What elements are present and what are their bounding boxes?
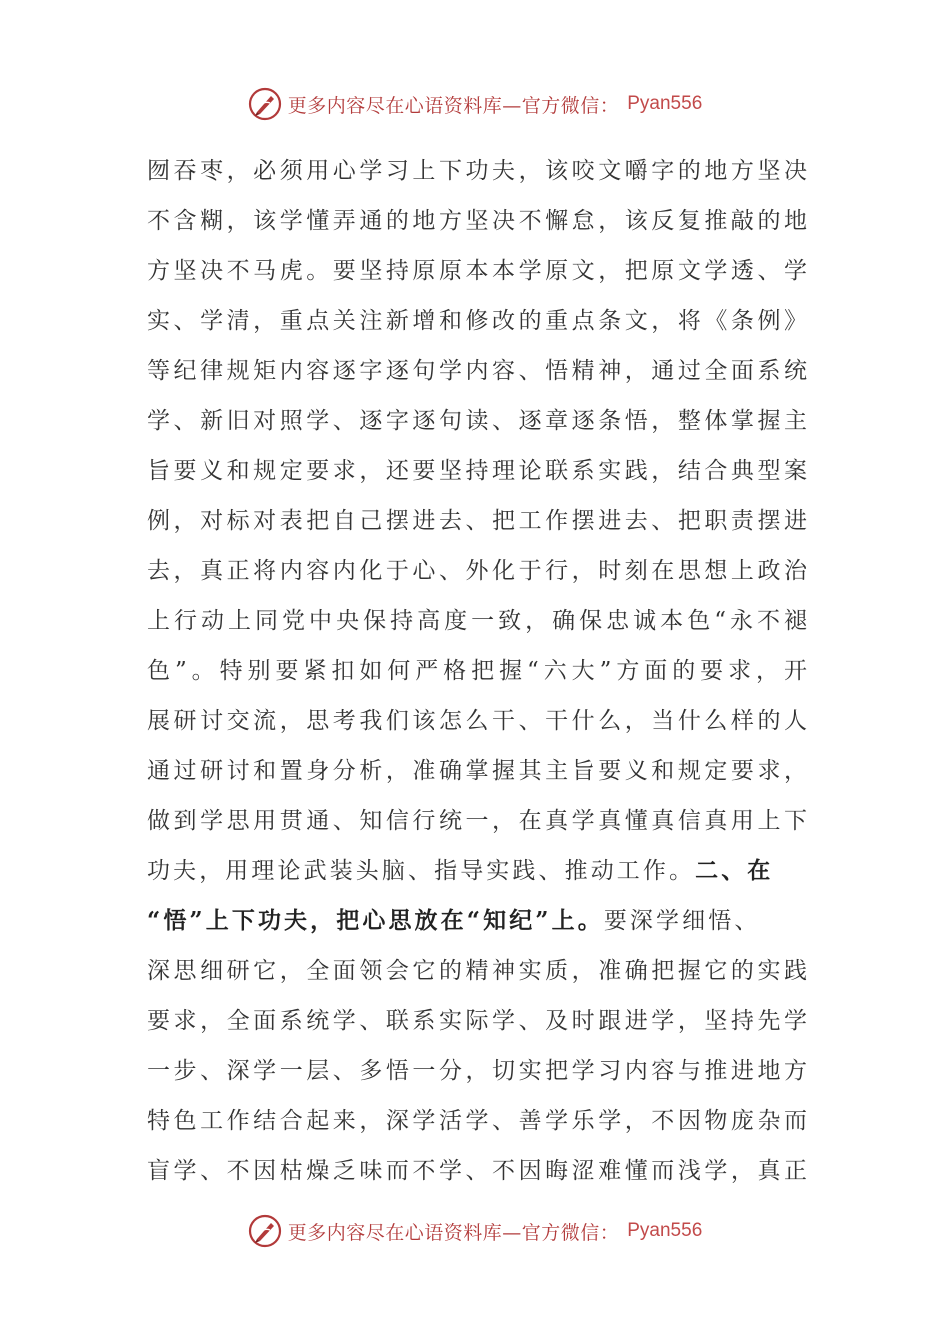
quill-logo-icon xyxy=(248,87,282,121)
text-line-mixed xyxy=(147,846,807,896)
wechat-id: Pyan556 xyxy=(627,93,703,114)
wechat-id: Pyan556 xyxy=(627,1220,703,1241)
text-line: 不含糊，该学懂弄通的地方坚决不懈怠，该反复推敲的地 xyxy=(147,208,807,234)
text-line: 方坚决不马虎。要坚持原原本本学原文，把原文学透、学 xyxy=(147,258,807,284)
text-line: 特色工作结合起来，深学活学、善学乐学，不因物庞杂而 xyxy=(147,1108,807,1134)
text-line: 例，对标对表把自己摆进去、把工作摆进去、把职责摆进 xyxy=(147,508,807,534)
text-line: 旨要义和规定要求，还要坚持理论联系实践，结合典型案 xyxy=(147,458,807,484)
text-line: 深思细研它，全面领会它的精神实质，准确把握它的实践 xyxy=(147,958,807,984)
banner-text: 更多内容尽在心语资料库—官方微信： xyxy=(287,1221,620,1244)
text-line: 色”。特别要紧扣如何严格把握“六大”方面的要求，开 xyxy=(147,658,807,684)
header-banner xyxy=(0,84,950,124)
quill-logo-icon xyxy=(248,1214,282,1248)
text-line: 做到学思用贯通、知信行统一，在真学真懂真信真用上下 xyxy=(147,808,807,834)
text-line: 展研讨交流，思考我们该怎么干、干什么，当什么样的人 xyxy=(147,708,807,734)
text-line: 上行动上同党中央保持高度一致，确保忠诚本色“永不褪 xyxy=(147,608,807,634)
text-line: 等纪律规矩内容逐字逐句学内容、悟精神，通过全面系统 xyxy=(147,358,807,384)
footer-banner xyxy=(0,1211,950,1251)
document-body xyxy=(147,146,807,1196)
text-line: 盲学、不因枯燥乏味而不学、不因晦涩难懂而浅学，真正 xyxy=(147,1158,807,1184)
text-segment: 要深学细悟、 xyxy=(603,908,761,934)
section-heading-end: “悟”上下功夫，把心思放在“知纪”上。 xyxy=(147,907,604,934)
text-line: 要求，全面系统学、联系实际学、及时跟进学，坚持先学 xyxy=(147,1008,807,1034)
text-line: 实、学清，重点关注新增和修改的重点条文，将《条例》 xyxy=(147,308,807,334)
text-line: 一步、深学一层、多悟一分，切实把学习内容与推进地方 xyxy=(147,1058,807,1084)
text-line: 学、新旧对照学、逐字逐句读、逐章逐条悟，整体掌握主 xyxy=(147,408,807,434)
text-line-mixed xyxy=(147,896,807,946)
banner-text: 更多内容尽在心语资料库—官方微信： xyxy=(287,94,620,117)
text-line: 囫吞枣，必须用心学习上下功夫，该咬文嚼字的地方坚决 xyxy=(147,158,807,184)
text-line: 去，真正将内容内化于心、外化于行，时刻在思想上政治 xyxy=(147,558,807,584)
section-heading-start: 二、在 xyxy=(695,857,774,884)
text-segment: 功夫，用理论武装头脑、指导实践、推动工作。 xyxy=(147,858,696,884)
text-line: 通过研讨和置身分析，准确掌握其主旨要义和规定要求， xyxy=(147,758,807,784)
